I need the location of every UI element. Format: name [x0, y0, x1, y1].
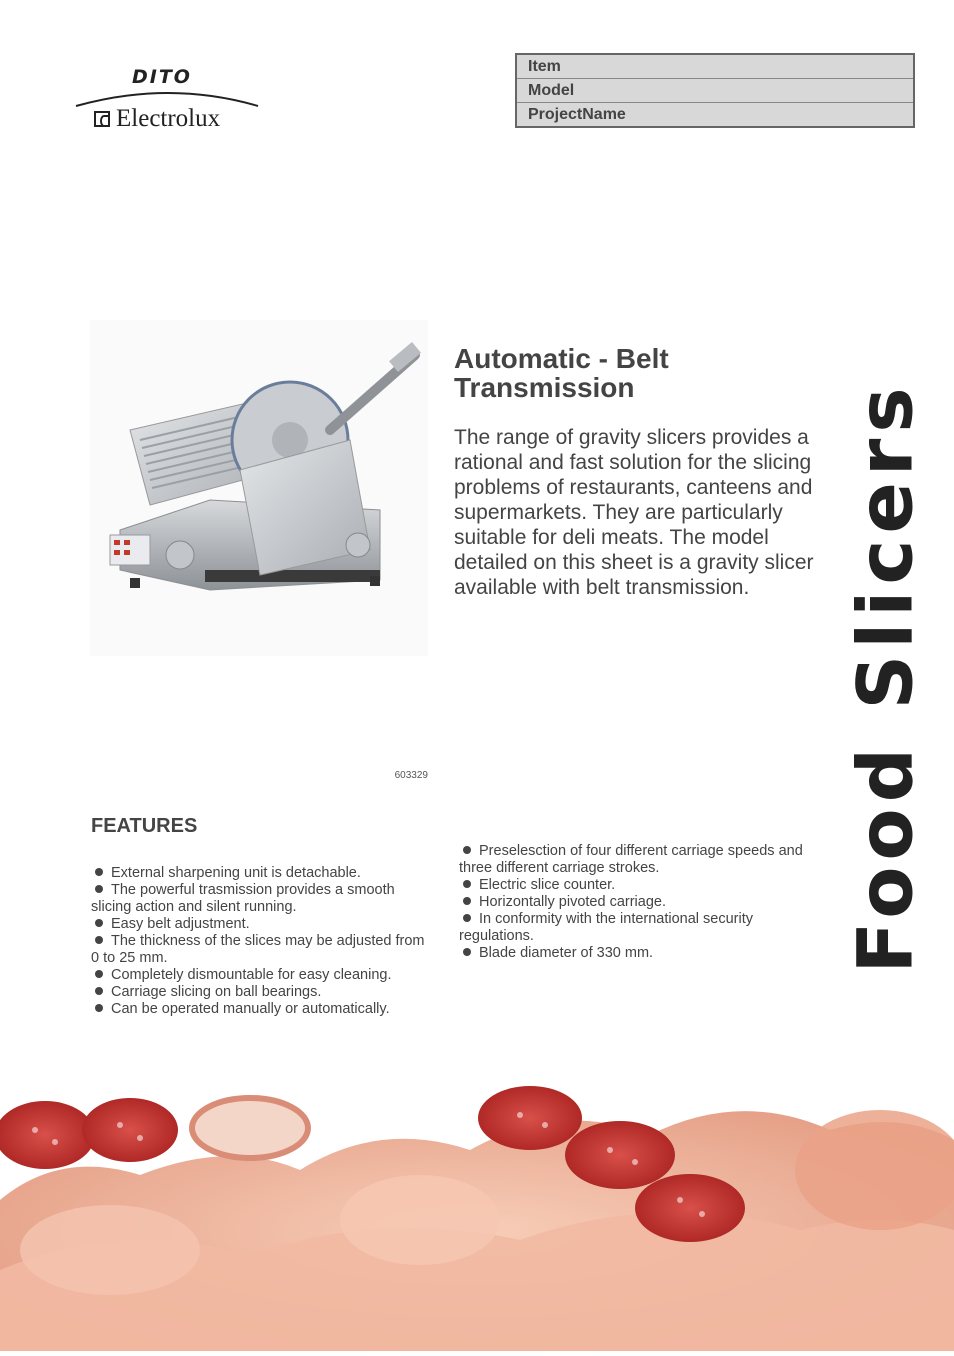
bullet-icon — [95, 970, 103, 978]
feature-item: External sharpening unit is detachable. — [91, 865, 431, 882]
bullet-icon — [463, 948, 471, 956]
features-heading: FEATURES — [91, 815, 198, 837]
product-image — [90, 320, 428, 656]
dito-wordmark: DITO — [132, 66, 192, 88]
model-field: Model — [517, 79, 913, 103]
deli-meats-banner — [0, 1080, 954, 1351]
slicer-illustration — [90, 320, 428, 656]
electrolux-wordmark — [94, 105, 220, 133]
product-title: Automatic - Belt Transmission — [454, 343, 669, 403]
feature-item: Electric slice counter. — [459, 877, 809, 894]
feature-item: Blade diameter of 330 mm. — [459, 945, 809, 962]
bullet-icon — [95, 1004, 103, 1012]
bullet-icon — [463, 846, 471, 854]
features-list-left — [91, 865, 431, 1018]
feature-item: Horizontally pivoted carriage. — [459, 894, 809, 911]
side-title — [790, 380, 954, 974]
bullet-icon — [463, 897, 471, 905]
product-description: The range of gravity slicers provides a rational and fast solution for the slicing problems of restaurants, canteens and supermarkets. They are particularly suitable for deli meats. The model detailed on this sheet is a gravity slicer available with belt transmission. — [454, 426, 814, 599]
bullet-icon — [95, 987, 103, 995]
electrolux-mark-icon — [94, 111, 110, 127]
dito-electrolux-logo — [74, 66, 264, 136]
bullet-icon — [95, 936, 103, 944]
feature-item: Completely dismountable for easy cleaning. — [91, 967, 431, 984]
bullet-icon — [463, 880, 471, 888]
bullet-icon — [95, 885, 103, 893]
features-list-right — [459, 843, 809, 962]
bullet-icon — [95, 868, 103, 876]
side-title-text: Food Slicers — [840, 380, 930, 974]
bullet-icon — [95, 919, 103, 927]
feature-item: In conformity with the international security regulations. — [459, 911, 754, 944]
bullet-icon — [463, 914, 471, 922]
feature-item: Can be operated manually or automatically. — [91, 1001, 431, 1018]
feature-item: Easy belt adjustment. — [91, 916, 431, 933]
project-name-field: ProjectName — [517, 103, 913, 126]
feature-item: The powerful trasmission provides a smooth slicing action and silent running. — [91, 882, 395, 915]
deli-meats-illustration — [0, 1080, 954, 1351]
feature-item: Carriage slicing on ball bearings. — [91, 984, 431, 1001]
feature-item: Preselesction of four different carriage speeds and three different carriage strokes. — [459, 843, 803, 876]
brand-name: Electrolux — [116, 105, 221, 132]
product-image-code: 603329 — [394, 770, 428, 781]
info-box — [515, 53, 915, 128]
feature-item: The thickness of the slices may be adjusted from 0 to 25 mm. — [91, 933, 425, 966]
item-field: Item — [517, 55, 913, 79]
